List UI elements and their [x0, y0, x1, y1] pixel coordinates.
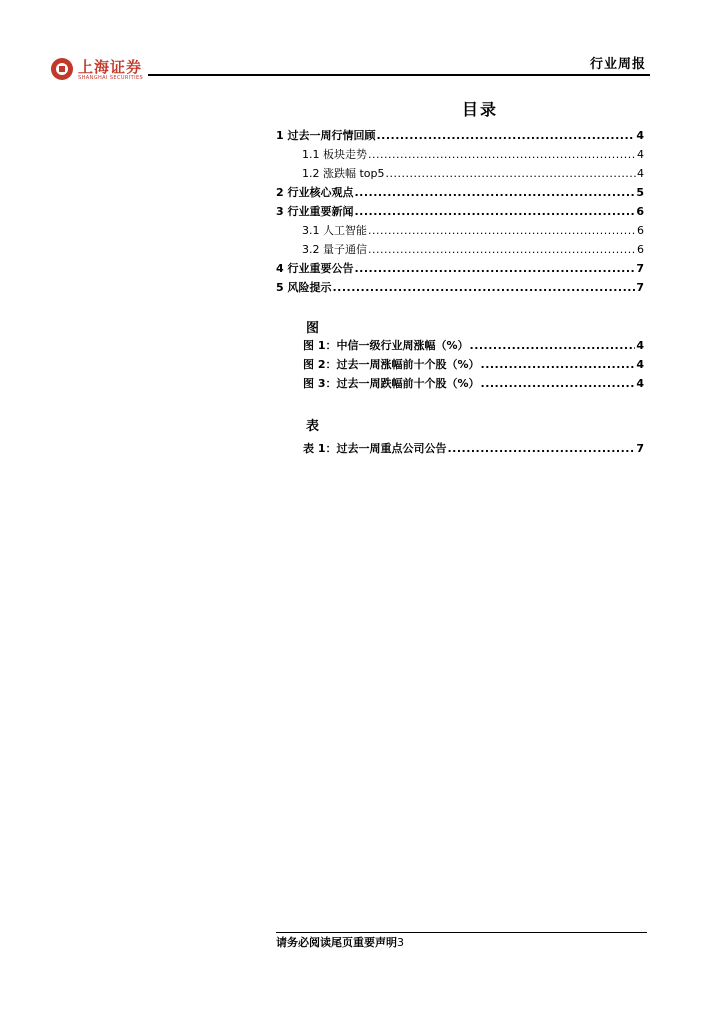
toc-entry[interactable]: [302, 222, 644, 238]
toc-entry[interactable]: [276, 184, 644, 200]
toc-entry[interactable]: [302, 241, 644, 257]
figure-entry-text: 图 1：中信一级行业周涨幅（%）: [303, 339, 469, 352]
toc-entry[interactable]: [302, 165, 644, 181]
toc-entry[interactable]: [276, 260, 644, 276]
toc-entry-text: 1.1 板块走势: [302, 148, 367, 161]
leader-dots: [368, 243, 636, 256]
figure-entry-text: 图 2：过去一周涨幅前十个股（%）: [303, 358, 480, 371]
toc-entry-text: 1.2 涨跌幅 top5: [302, 167, 385, 180]
toc-entry-page: 4: [637, 167, 644, 180]
footer-divider: [276, 932, 647, 933]
figure-entry-text: 图 3：过去一周跌幅前十个股（%）: [303, 377, 480, 390]
leader-dots: [386, 167, 636, 180]
tables-heading: 表: [306, 419, 320, 434]
toc-entry-page: 4: [637, 148, 644, 161]
toc-entry-page: 5: [636, 186, 644, 199]
footer: [276, 934, 404, 950]
toc-entry-text: 3.2 量子通信: [302, 243, 367, 256]
figures-heading: 图: [306, 321, 320, 336]
leader-dots: [368, 224, 636, 237]
leader-dots: [470, 339, 636, 352]
figure-entry-page: 4: [636, 339, 644, 352]
toc-entry[interactable]: [302, 146, 644, 162]
leader-dots: [332, 281, 635, 294]
toc-entry-text: 4 行业重要公告: [276, 262, 354, 275]
report-type: 行业周报: [589, 57, 646, 72]
leader-dots: [354, 262, 635, 275]
toc-entry-text: 2 行业核心观点: [276, 186, 354, 199]
figure-entry[interactable]: [303, 375, 644, 391]
leader-dots: [368, 148, 636, 161]
figure-entry-page: 4: [636, 358, 644, 371]
page-number: 3: [397, 936, 404, 949]
header-divider: [148, 74, 650, 76]
toc-entry-page: 7: [636, 281, 644, 294]
toc-entry-page: 6: [636, 205, 644, 218]
toc-entry-page: 6: [637, 224, 644, 237]
table-entry[interactable]: [303, 440, 644, 456]
logo-emblem-icon: [50, 57, 74, 81]
table-entry-page: 7: [636, 442, 644, 455]
leader-dots: [354, 205, 635, 218]
logo-chinese-name: 上海证券: [78, 58, 143, 76]
leader-dots: [447, 442, 635, 455]
toc-entry-page: 7: [636, 262, 644, 275]
footer-notice: 请务必阅读尾页重要声明: [276, 936, 397, 949]
toc-entry-text: 1 过去一周行情回顾: [276, 129, 376, 142]
figure-entry[interactable]: [303, 337, 644, 353]
table-entry-text: 表 1：过去一周重点公司公告: [303, 442, 447, 455]
toc-entry-page: 4: [636, 129, 644, 142]
toc-entry[interactable]: [276, 127, 644, 143]
figure-entry-page: 4: [636, 377, 644, 390]
toc-entry-text: 5 风险提示: [276, 281, 332, 294]
leader-dots: [354, 186, 635, 199]
leader-dots: [376, 129, 635, 142]
leader-dots: [481, 358, 636, 371]
figure-entry[interactable]: [303, 356, 644, 372]
toc-entry[interactable]: [276, 279, 644, 295]
company-logo: [50, 55, 160, 87]
logo-english-name: SHANGHAI SECURITIES: [78, 75, 144, 81]
toc-entry-text: 3.1 人工智能: [302, 224, 367, 237]
toc-entry-text: 3 行业重要新闻: [276, 205, 354, 218]
leader-dots: [481, 377, 636, 390]
toc-entry[interactable]: [276, 203, 644, 219]
toc-title: 目录: [462, 100, 499, 119]
toc-entry-page: 6: [637, 243, 644, 256]
